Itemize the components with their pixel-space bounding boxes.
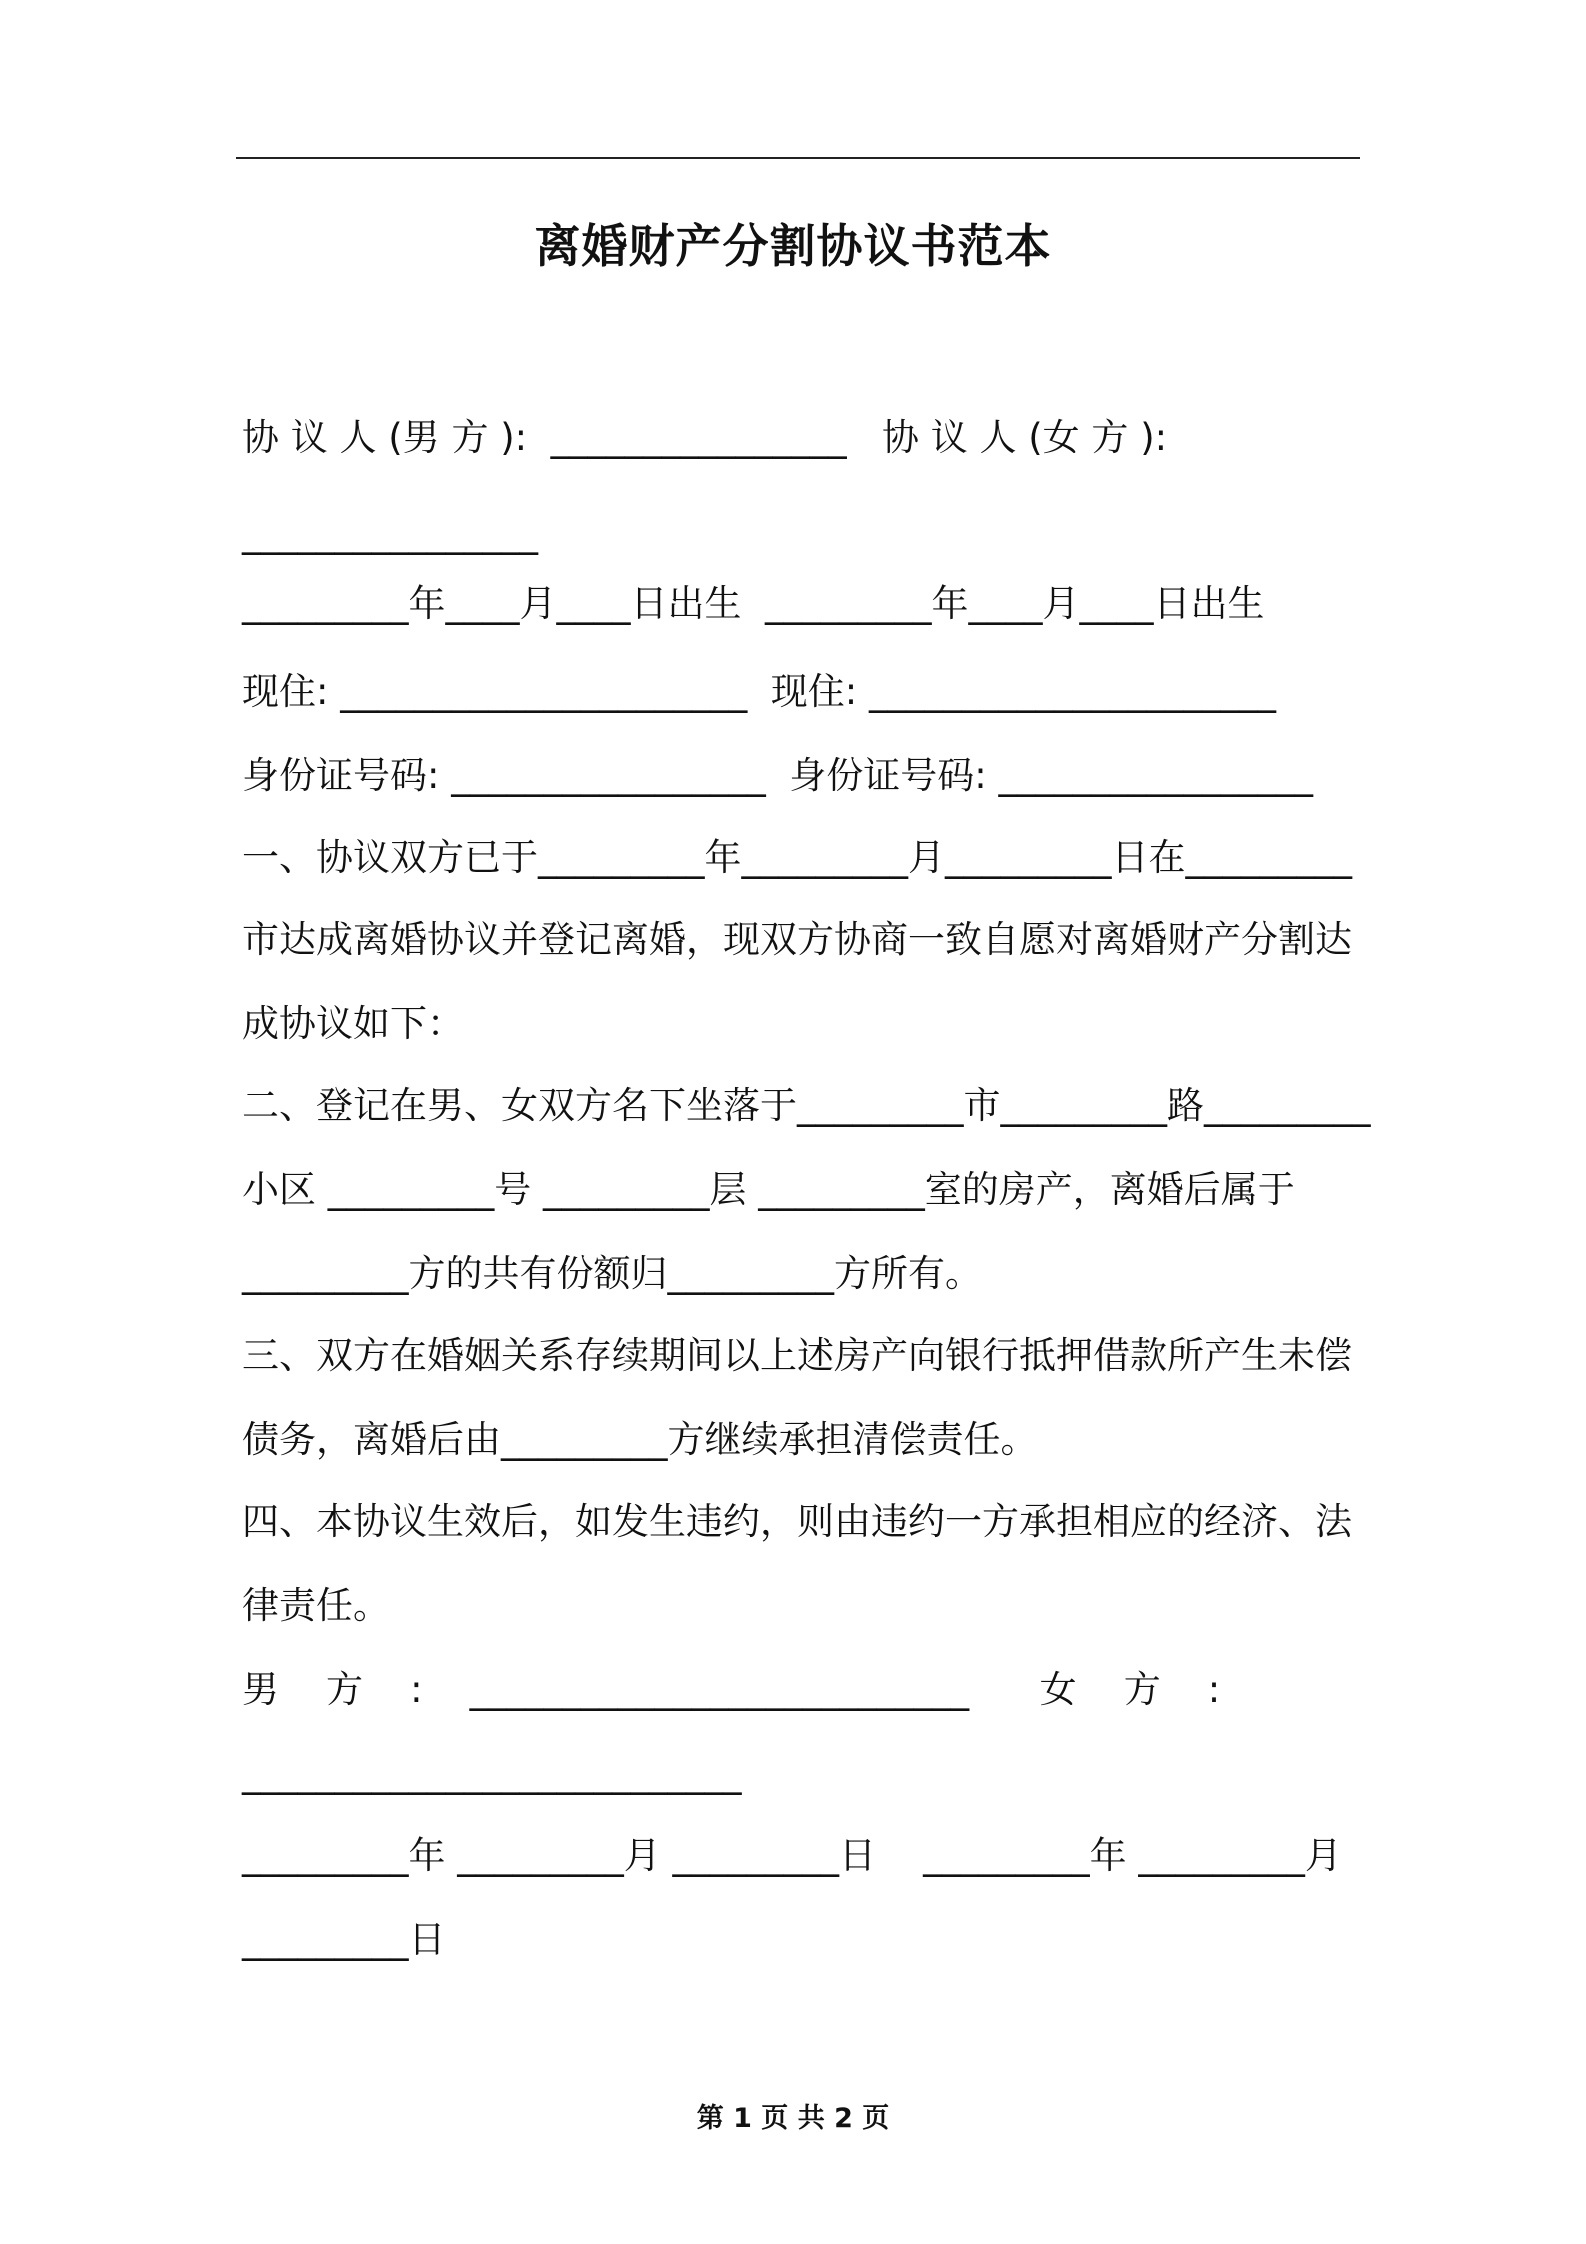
clause-1-line-3: 成协议如下： <box>242 1002 464 1045</box>
party-line: 协 议 人 (男 方 ): ________________ 协 议 人 (女 方 ): <box>242 416 1168 459</box>
clause-4-line-1: 四、本协议生效后，如发生违约，则由违约一方承担相应的经济、法 <box>242 1500 1352 1543</box>
page-footer: 第 1 页 共 2 页 <box>696 2103 890 2134</box>
clause-1-line-2: 市达成离婚协议并登记离婚，现双方协商一致自愿对离婚财产分割达 <box>242 918 1352 961</box>
date-line-cont: _________日 <box>242 1918 446 1961</box>
clause-3-line-2: 债务，离婚后由_________方继续承担清偿责任。 <box>242 1418 1038 1461</box>
party-line-cont: ________________ <box>242 512 538 555</box>
clause-1-line-1: 一、协议双方已于_________年_________月_________日在_________ <box>242 836 1352 879</box>
date-line: _________年 _________月 _________日 _________年 _________月 <box>242 1834 1342 1877</box>
document-title: 离婚财产分割协议书范本 <box>534 219 1052 273</box>
address-line: 现住: ______________________ 现住: ______________________ <box>242 670 1276 713</box>
signature-line: 男 方 : ___________________________ 女 方 : <box>242 1668 1221 1711</box>
signature-line-cont: ___________________________ <box>242 1752 742 1795</box>
clause-3-line-1: 三、双方在婚姻关系存续期间以上述房产向银行抵押借款所产生未偿 <box>242 1334 1352 1377</box>
clause-4-line-2: 律责任。 <box>242 1584 390 1627</box>
id-number-line: 身份证号码: _________________ 身份证号码: _________________ <box>242 754 1313 797</box>
clause-2-line-2: 小区 _________号 _________层 _________室的房产，离婚后属于 <box>242 1168 1295 1211</box>
clause-2-line-1: 二、登记在男、女双方名下坐落于_________市_________路_________ <box>242 1084 1371 1127</box>
header-rule <box>236 157 1360 159</box>
clause-2-line-3: _________方的共有份额归_________方所有。 <box>242 1252 982 1295</box>
birth-line: _________年____月____日出生 _________年____月____日出生 <box>242 582 1265 625</box>
